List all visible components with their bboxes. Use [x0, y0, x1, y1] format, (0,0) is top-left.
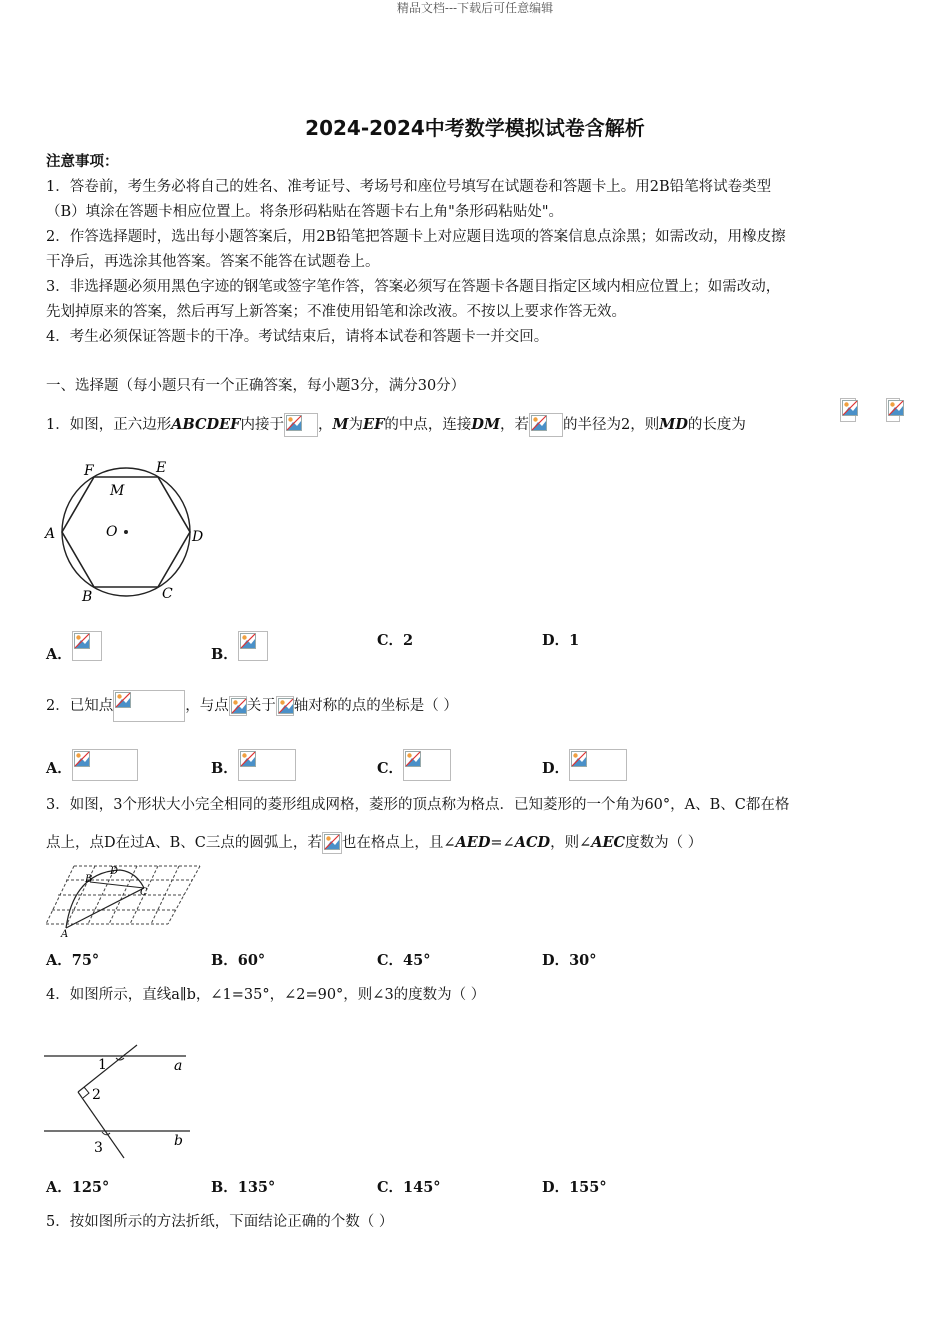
broken-image-glyph — [286, 415, 302, 431]
broken-image-glyph — [842, 400, 858, 416]
broken-image-icon — [276, 696, 294, 716]
q3-option-c[interactable]: C．45° — [377, 952, 431, 969]
broken-image-icon — [238, 631, 268, 661]
q4-option-b[interactable]: B．135° — [211, 1179, 276, 1196]
section-heading: 一、选择题（每小题只有一个正确答案，每小题3分，满分30分） — [46, 378, 466, 394]
notice-line: 4．考生必须保证答题卡的干净。考试结束后，请将本试卷和答题卡一并交回。 — [46, 329, 549, 345]
broken-image-glyph — [405, 751, 421, 767]
broken-image-icon — [569, 749, 627, 781]
label-b: B — [82, 589, 93, 605]
label-d: D — [110, 866, 119, 877]
q4-stem: 4．如图所示，直线a∥b，∠1=35°，∠2=90°，则∠3的度数为（ ） — [46, 987, 486, 1003]
broken-image-glyph — [888, 400, 904, 416]
q5-stem: 5．按如图所示的方法折纸，下面结论正确的个数（ ） — [46, 1214, 394, 1230]
notice-line: 1．答卷前，考生务必将自己的姓名、准考证号、考场号和座位号填写在试题卷和答题卡上。用2B铅笔将试卷类型 — [46, 179, 772, 195]
q1-option-a[interactable]: A． — [46, 631, 102, 665]
q1-option-b[interactable]: B． — [211, 631, 268, 665]
broken-image-icon — [284, 413, 318, 437]
angle-2-label: 2 — [92, 1087, 101, 1103]
q1-option-d[interactable]: D．1 — [542, 632, 580, 649]
q4-option-a[interactable]: A．125° — [46, 1179, 110, 1196]
q1-stem: 1．如图，正六边形ABCDEF内接于 ，M为EF的中点，连接DM，若 的半径为2，则MD的长度为 — [46, 413, 746, 437]
broken-image-glyph — [278, 698, 294, 714]
label-e: E — [156, 460, 167, 476]
q4-option-c[interactable]: C．145° — [377, 1179, 441, 1196]
broken-image-icon — [840, 398, 856, 422]
q4-option-d[interactable]: D．155° — [542, 1179, 607, 1196]
broken-image-icon — [403, 749, 451, 781]
label-d: D — [192, 529, 204, 545]
broken-image-glyph — [324, 834, 340, 850]
q2-option-c[interactable]: C． — [377, 749, 451, 779]
q3-option-b[interactable]: B．60° — [211, 952, 266, 969]
notice-heading: 注意事项： — [46, 153, 119, 170]
q2-stem: 2．已知点 ，与点 关于 轴对称的点的坐标是（ ） — [46, 690, 458, 722]
page-title: 2024-2024中考数学模拟试卷含解析 — [305, 116, 645, 140]
broken-image-icon — [72, 749, 138, 781]
broken-image-glyph — [74, 751, 90, 767]
broken-image-glyph — [240, 633, 256, 649]
label-m: M — [110, 483, 125, 499]
q3-option-d[interactable]: D．30° — [542, 952, 597, 969]
notice-line: （B）填涂在答题卡相应位置上。将条形码粘贴在答题卡右上角"条形码粘贴处"。 — [46, 204, 563, 220]
q2-option-d[interactable]: D． — [542, 749, 627, 779]
label-o: O — [106, 524, 118, 540]
angle-3-label: 3 — [94, 1140, 103, 1156]
broken-image-glyph — [115, 692, 131, 708]
q2-option-a[interactable]: A． — [46, 749, 138, 779]
line-b-label: b — [174, 1133, 183, 1149]
q2-option-b[interactable]: B． — [211, 749, 296, 779]
broken-image-icon — [238, 749, 296, 781]
parallel-lines-figure — [44, 1040, 196, 1162]
notice-line: 干净后，再选涂其他答案。答案不能答在试题卷上。 — [46, 254, 380, 270]
q3-option-a[interactable]: A．75° — [46, 952, 100, 969]
broken-image-glyph — [531, 415, 547, 431]
broken-image-icon — [72, 631, 102, 661]
broken-image-icon — [322, 832, 342, 854]
angle-1-label: 1 — [98, 1057, 107, 1073]
q3-stem-line1: 3．如图，3个形状大小完全相同的菱形组成网格，菱形的顶点称为格点．已知菱形的一个角为60°，A、B、C都在格 — [46, 797, 790, 813]
rhombus-grid-figure — [44, 862, 204, 938]
broken-image-icon — [529, 413, 563, 437]
notice-line: 3．非选择题必须用黑色字迹的钢笔或签字笔作答，答案必须写在答题卡各题目指定区域内相应位置上；如需改动， — [46, 279, 781, 295]
broken-image-glyph — [231, 698, 247, 714]
broken-image-icon — [113, 690, 185, 722]
broken-image-glyph — [240, 751, 256, 767]
page-header: 精品文档---下载后可任意编辑 — [396, 1, 554, 15]
q3-stem-line2: 点上，点D在过A、B、C三点的圆弧上，若 也在格点上，且∠AED=∠ACD，则∠AEC度数为（ ） — [46, 832, 702, 854]
label-b: B — [85, 874, 93, 885]
broken-image-icon — [886, 398, 900, 422]
broken-image-icon — [229, 696, 247, 716]
line-a-label: a — [174, 1058, 183, 1074]
label-c: C — [162, 586, 173, 602]
label-a: A — [45, 526, 56, 542]
label-f: F — [84, 463, 94, 479]
q1-option-c[interactable]: C．2 — [377, 632, 414, 649]
broken-image-glyph — [74, 633, 90, 649]
hexagon-figure — [44, 455, 209, 607]
notice-line: 先划掉原来的答案，然后再写上新答案；不准使用铅笔和涂改液。不按以上要求作答无效。 — [46, 304, 626, 320]
label-c: C — [140, 887, 148, 898]
notice-line: 2．作答选择题时，选出每小题答案后，用2B铅笔把答题卡上对应题目选项的答案信息点涂黑；如需改动，用橡皮擦 — [46, 229, 786, 245]
broken-image-glyph — [571, 751, 587, 767]
label-a: A — [61, 929, 69, 938]
